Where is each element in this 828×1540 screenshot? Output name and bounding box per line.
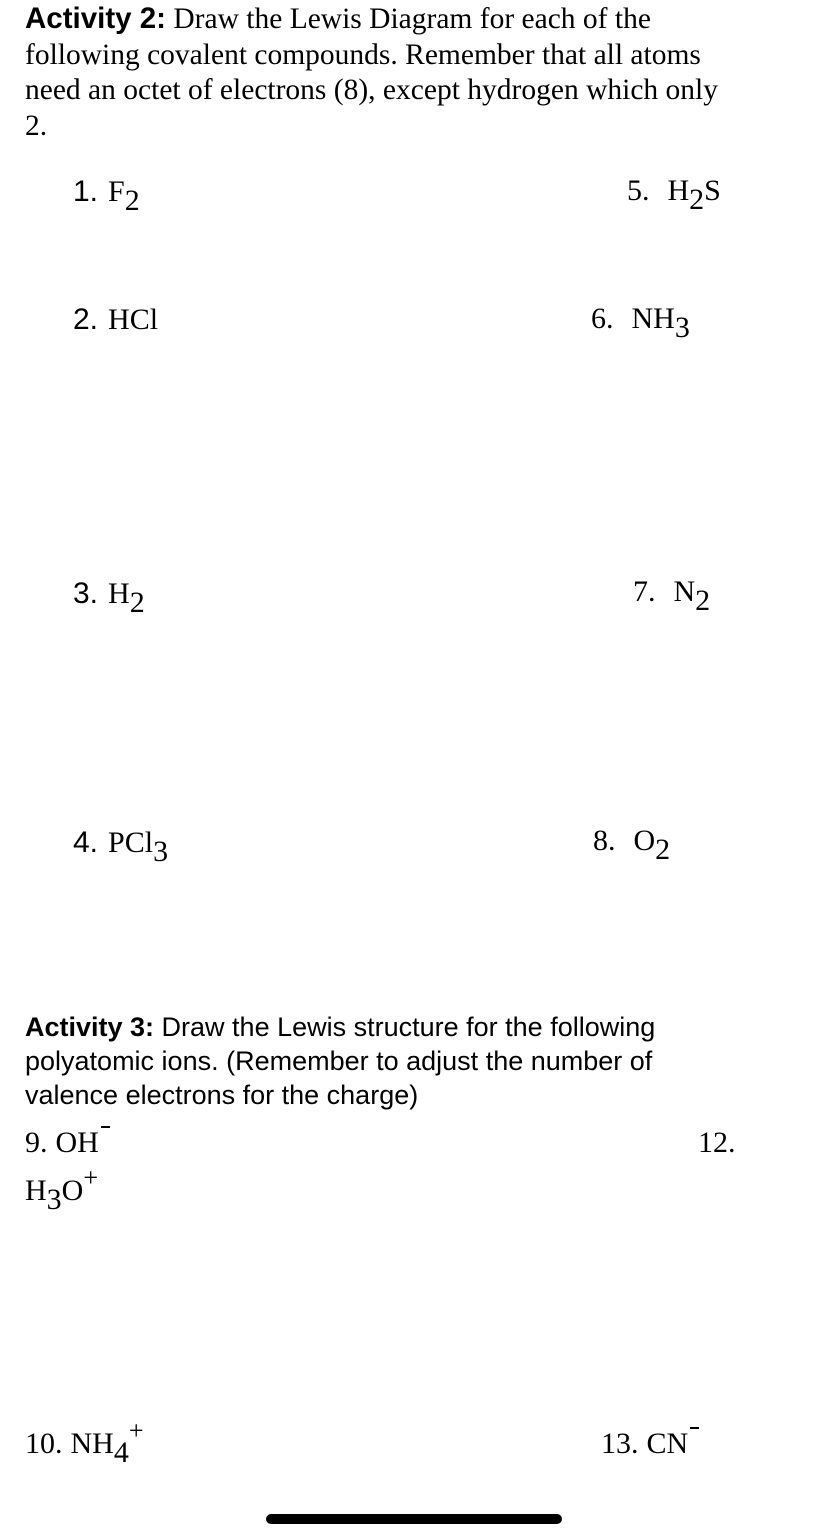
formula: F	[108, 175, 125, 208]
subscript: 2	[689, 183, 705, 216]
formula: O	[633, 824, 656, 857]
activity-3-line-1: Draw the Lewis structure for the following	[154, 1012, 656, 1042]
negative-charge-mark	[690, 1427, 699, 1429]
activity-3-label: Activity 3:	[25, 1012, 155, 1042]
question-10: 10. NH4+	[25, 1416, 144, 1469]
question-12: 12.	[698, 1126, 736, 1159]
formula: N	[673, 575, 696, 608]
formula: CN	[646, 1427, 689, 1460]
subscript: 2	[695, 584, 711, 617]
activity-2-line-3: need an octet of electrons (8), except hydrogen which only	[25, 74, 718, 106]
formula: OH	[55, 1126, 99, 1159]
question-6: 6. NH3	[591, 302, 690, 344]
question-1: 1. F2	[73, 175, 140, 217]
question-4: 4. PCl3	[73, 826, 169, 868]
formula: H	[667, 174, 690, 207]
question-8: 8. O2	[593, 824, 671, 866]
formula: H	[25, 1174, 47, 1207]
activity-2-line-1: Draw the Lewis Diagram for each of the	[166, 3, 651, 35]
formula: HCl	[108, 303, 159, 336]
charge-superscript: +	[128, 1416, 144, 1445]
question-2: 2. HCl	[73, 303, 159, 336]
subscript: 3	[674, 311, 690, 344]
formula: NH	[70, 1427, 114, 1460]
formula: PCl	[108, 826, 154, 859]
subscript: 2	[124, 184, 140, 217]
question-3: 3. H2	[73, 577, 145, 619]
question-5: 5. H2S	[627, 174, 721, 216]
formula-suffix: S	[704, 174, 721, 207]
formula: NH	[631, 302, 675, 335]
formula-suffix: O	[61, 1174, 84, 1207]
subscript: 4	[113, 1436, 129, 1469]
formula: H	[108, 577, 130, 610]
negative-charge-mark	[101, 1126, 110, 1128]
subscript: 2	[129, 586, 145, 619]
charge-superscript: +	[83, 1163, 99, 1192]
activity-3-instructions	[25, 1010, 655, 1112]
question-13: 13. CN	[601, 1426, 699, 1462]
activity-2-line-2: following covalent compounds. Remember that all atoms	[25, 38, 701, 71]
activity-3-line-2: polyatomic ions. (Remember to adjust the number of	[25, 1046, 653, 1076]
activity-2-label: Activity 2:	[25, 2, 166, 35]
question-12-formula	[25, 1163, 99, 1216]
activity-2-instructions	[25, 1, 718, 144]
activity-3-line-3: valence electrons for the charge)	[25, 1080, 419, 1110]
activity-2-line-4: 2.	[25, 109, 48, 142]
question-9: 9. OH	[25, 1125, 110, 1161]
subscript: 3	[46, 1183, 62, 1216]
home-indicator-bar[interactable]	[266, 1514, 562, 1524]
question-7: 7. N2	[633, 575, 711, 617]
subscript: 3	[153, 835, 169, 868]
subscript: 2	[655, 833, 671, 866]
